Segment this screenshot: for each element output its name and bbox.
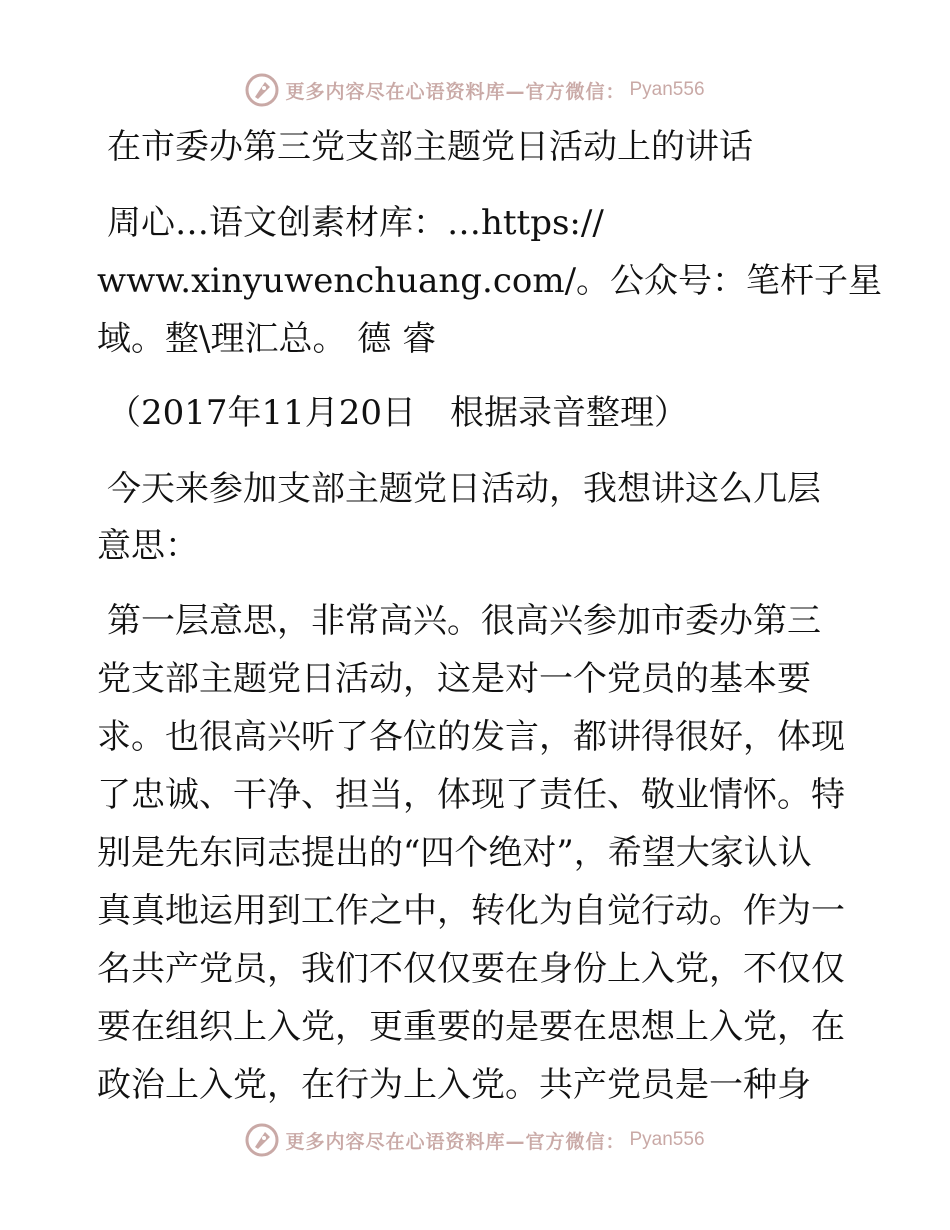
paragraph2-line-7: 名共产党员，我们不仅仅要在身份上入党，不仅仅 <box>97 949 845 989</box>
paragraph2-line-1: 第一层意思，非常高兴。很高兴参加市委办第三 <box>107 601 821 641</box>
watermark-brand-text: 更多内容尽在心语资料库—官方微信： <box>285 80 626 103</box>
watermark-banner-bottom <box>0 1120 950 1160</box>
pen-nib-logo-icon <box>245 1123 279 1157</box>
paragraph2-line-3: 求。也很高兴听了各位的发言，都讲得很好，体现 <box>97 717 845 757</box>
pen-nib-logo-icon <box>245 73 279 107</box>
watermark-account-text: Pyan556 <box>629 79 705 100</box>
paragraph2-line-8: 要在组织上入党，更重要的是要在思想上入党，在 <box>97 1007 845 1047</box>
paragraph1-line-1: 今天来参加支部主题党日活动，我想讲这么几层 <box>107 469 821 509</box>
watermark-brand-text: 更多内容尽在心语资料库—官方微信： <box>285 1130 626 1153</box>
paragraph2-line-9: 政治上入党，在行为上入党。共产党员是一种身 <box>97 1065 811 1105</box>
paragraph2-line-6: 真真地运用到工作之中，转化为自觉行动。作为一 <box>97 891 845 931</box>
paragraph1-line-2: 意思： <box>97 526 199 566</box>
document-title: 在市委办第三党支部主题党日活动上的讲话 <box>107 127 753 167</box>
watermark-account-text: Pyan556 <box>629 1129 705 1150</box>
paragraph2-line-4: 了忠诚、干净、担当，体现了责任、敬业情怀。特 <box>97 775 845 815</box>
watermark-banner-top <box>0 70 950 110</box>
source-line-1: 周心…语文创素材库：…https:// <box>107 203 604 243</box>
date-note: （2017年11月20日 根据录音整理） <box>107 393 689 433</box>
paragraph2-line-5: 别是先东同志提出的“四个绝对”，希望大家认认 <box>97 833 812 873</box>
source-line-2: www.xinyuwenchuang.com/。公众号：笔杆子星 <box>97 261 883 301</box>
source-line-3: 域。整\理汇总。 德 睿 <box>97 319 437 359</box>
paragraph2-line-2: 党支部主题党日活动，这是对一个党员的基本要 <box>97 659 811 699</box>
